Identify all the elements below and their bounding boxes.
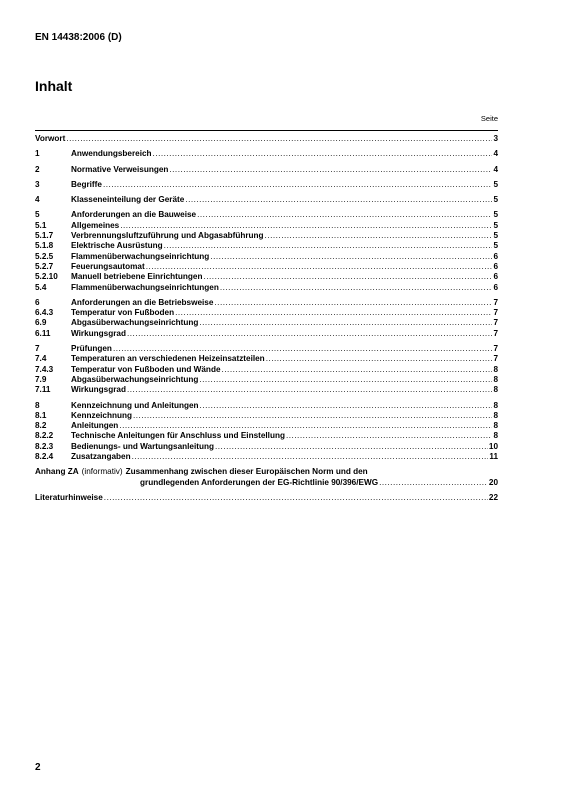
- toc-entry[interactable]: [35, 221, 498, 231]
- toc-entry-title: Abgasüberwachungseinrichtung: [71, 318, 199, 328]
- dot-leader: [113, 344, 493, 354]
- toc-entry-page: 5: [493, 179, 498, 189]
- dot-leader: [215, 442, 488, 452]
- annex-label: Anhang ZA: [35, 467, 79, 477]
- toc-entry-title: Flammenüberwachungseinrichtungen: [71, 282, 219, 292]
- toc-bibliography-entry[interactable]: [35, 493, 498, 503]
- toc-entry-number: 2: [35, 164, 40, 174]
- toc-entry-title: Anforderungen an die Bauweise: [71, 210, 197, 220]
- dot-leader: [153, 149, 493, 159]
- toc-entry-page: 6: [493, 251, 498, 261]
- divider: [35, 130, 498, 131]
- toc-entry-number: 5.1.7: [35, 231, 54, 241]
- toc-entry[interactable]: [35, 210, 498, 220]
- toc-entry-number: 5: [35, 210, 40, 220]
- toc-entry-title: Anwendungsbereich: [71, 149, 152, 159]
- toc-entry-number: 8.2.2: [35, 431, 54, 441]
- dot-leader: [104, 493, 488, 503]
- toc-entry-number: 5.4: [35, 282, 47, 292]
- dot-leader: [103, 180, 493, 190]
- toc-entry[interactable]: [35, 241, 498, 251]
- toc-entry-number: 3: [35, 179, 40, 189]
- dot-leader: [185, 195, 492, 205]
- toc-entry[interactable]: [35, 149, 498, 159]
- toc-entry[interactable]: [35, 442, 498, 452]
- toc-entry-number: 5.1: [35, 220, 47, 230]
- toc-entry-page: 7: [493, 354, 498, 364]
- toc-entry-title: Prüfungen: [71, 344, 112, 354]
- toc-entry[interactable]: [35, 262, 498, 272]
- toc-entry-page: 6: [493, 261, 498, 271]
- toc-section: [35, 298, 498, 339]
- toc-entry-title: Kennzeichnung: [71, 410, 132, 420]
- toc-entry[interactable]: [35, 365, 498, 375]
- toc-entry-number: 8.2.4: [35, 452, 54, 462]
- toc-entry-title: Bedienungs- und Wartungsanleitung: [71, 441, 214, 451]
- toc-entry-page: 5: [493, 220, 498, 230]
- toc-entry-page: 7: [493, 297, 498, 307]
- toc-entry-title: Anforderungen an die Betriebsweise: [71, 297, 214, 307]
- toc-entry-page: 7: [493, 318, 498, 328]
- toc-entry[interactable]: [35, 195, 498, 205]
- toc-entry-page: 8: [493, 421, 498, 431]
- toc-entry-page: 8: [493, 400, 498, 410]
- toc-entry-title: Zusatzangaben: [71, 452, 131, 462]
- toc-entry-page: 5: [493, 195, 498, 205]
- toc-entry-page: 8: [493, 431, 498, 441]
- toc-entry-page: 5: [493, 210, 498, 220]
- toc-entry-number: 7.4.3: [35, 364, 54, 374]
- annex-page: 20: [488, 477, 498, 487]
- dot-leader: [265, 231, 493, 241]
- toc-entry-page: 8: [493, 410, 498, 420]
- toc-entry[interactable]: [35, 411, 498, 421]
- dot-leader: [146, 262, 493, 272]
- toc-entry-title: Normative Verweisungen: [71, 164, 169, 174]
- toc-entry-page: 8: [493, 364, 498, 374]
- toc-entry-number: 6.4.3: [35, 308, 54, 318]
- toc-entry-number: 4: [35, 195, 40, 205]
- toc-entry[interactable]: [35, 385, 498, 395]
- toc-entry[interactable]: [35, 401, 498, 411]
- toc-entry-title: Temperatur von Fußboden und Wände: [71, 364, 221, 374]
- toc-entry-number: 1: [35, 149, 40, 159]
- toc-entry-title: Vorwort: [35, 134, 66, 143]
- toc-entry-number: 6.9: [35, 318, 47, 328]
- toc-entry-title: Flammenüberwachungseinrichtung: [71, 251, 210, 261]
- toc-section: [35, 180, 498, 190]
- dot-leader: [120, 221, 492, 231]
- toc-entry-title: Kennzeichnung und Anleitungen: [71, 400, 199, 410]
- toc-entry-title: Manuell betriebene Einrichtungen: [71, 272, 203, 282]
- toc-entry[interactable]: [35, 421, 498, 431]
- toc-entry-number: 5.2.10: [35, 272, 58, 282]
- dot-leader: [199, 318, 492, 328]
- dot-leader: [127, 385, 492, 395]
- toc-entry[interactable]: [35, 452, 498, 462]
- page-number: 2: [35, 762, 41, 773]
- dot-leader: [119, 421, 492, 431]
- toc-entry-page: 8: [493, 374, 498, 384]
- dot-leader: [203, 272, 492, 282]
- toc-entry[interactable]: [35, 298, 498, 308]
- dot-leader: [214, 298, 492, 308]
- toc-entry-page: 7: [493, 328, 498, 338]
- dot-leader: [199, 375, 492, 385]
- toc-entry-number: 7.4: [35, 354, 47, 364]
- toc-entry-title: Abgasüberwachungseinrichtung: [71, 374, 199, 384]
- toc-entry-number: 5.2.5: [35, 251, 54, 261]
- toc-section: [35, 344, 498, 395]
- toc-entry-number: 5.2.7: [35, 261, 54, 271]
- toc-entry-title: Wirkungsgrad: [71, 385, 126, 395]
- dot-leader: [175, 308, 492, 318]
- toc-entry-title: Verbrennungsluftzuführung und Abgasabführung: [71, 231, 264, 241]
- dot-leader: [266, 354, 493, 364]
- toc-entry[interactable]: [35, 344, 498, 354]
- toc-entry-page: 11: [489, 452, 498, 462]
- dot-leader: [66, 134, 492, 144]
- toc-entry-title: Technische Anleitungen für Anschluss und Einstellung: [71, 431, 285, 441]
- toc-entry[interactable]: [35, 283, 498, 293]
- toc-entry-page: 7: [493, 344, 498, 354]
- toc-section: [35, 134, 498, 144]
- toc-entry[interactable]: [35, 431, 498, 441]
- toc-entry[interactable]: [35, 252, 498, 262]
- toc-entry[interactable]: [35, 308, 498, 318]
- toc-entry[interactable]: [35, 134, 498, 144]
- dot-leader: [127, 329, 492, 339]
- toc-entry-title: Feuerungsautomat: [71, 261, 145, 271]
- toc-entry[interactable]: [35, 231, 498, 241]
- toc-entry[interactable]: [35, 354, 498, 364]
- toc-entry-page: 3: [493, 134, 498, 143]
- toc-entry-title: Anleitungen: [71, 421, 119, 431]
- toc-entry[interactable]: [35, 318, 498, 328]
- toc-entry-title: Elektrische Ausrüstung: [71, 241, 163, 251]
- dot-leader: [379, 478, 488, 489]
- toc-entry-page: 10: [488, 441, 498, 451]
- toc-entry-number: 6: [35, 297, 40, 307]
- toc-entry[interactable]: [35, 329, 498, 339]
- annex-title-line-2: grundlegenden Anforderungen der EG-Richtlinie 90/396/EWG: [140, 477, 379, 487]
- toc-entry-number: 6.11: [35, 328, 51, 338]
- bibliography-title: Literaturhinweise: [35, 493, 103, 503]
- toc-entry-page: 5: [493, 241, 498, 251]
- dot-leader: [169, 165, 492, 175]
- toc-entry-page: 4: [493, 149, 498, 159]
- toc-entry-number: 8.2: [35, 421, 47, 431]
- annex-title-line-1: Zusammenhang zwischen dieser Europäischen Norm und den: [125, 467, 368, 477]
- toc-section: [35, 165, 498, 175]
- toc-entry-title: Begriffe: [71, 179, 102, 189]
- toc-entry-page: 7: [493, 308, 498, 318]
- toc-entry-page: 4: [493, 164, 498, 174]
- dot-leader: [220, 283, 493, 293]
- toc-entry-number: 7.9: [35, 374, 47, 384]
- toc-entry-number: 7: [35, 344, 40, 354]
- toc-entry-title: Temperaturen an verschiedenen Heizeinsatzteilen: [71, 354, 265, 364]
- toc-annex-entry[interactable]: [35, 467, 498, 488]
- annex-qualifier: (informativ): [81, 467, 123, 477]
- page-title: Inhalt: [35, 78, 73, 94]
- dot-leader: [200, 401, 493, 411]
- toc-entry-title: Temperatur von Fußboden: [71, 308, 175, 318]
- dot-leader: [164, 241, 493, 251]
- toc-section: [35, 195, 498, 205]
- toc-section: [35, 401, 498, 463]
- dot-leader: [210, 252, 492, 262]
- toc-entry-number: 8.1: [35, 410, 47, 420]
- toc-entry-title: Wirkungsgrad: [71, 328, 126, 338]
- dot-leader: [133, 411, 492, 421]
- document-header: EN 14438:2006 (D): [35, 32, 122, 43]
- toc-entry-number: 7.11: [35, 385, 51, 395]
- toc-section: [35, 210, 498, 292]
- toc-entry[interactable]: [35, 165, 498, 175]
- toc-entry-number: 8.2.3: [35, 441, 54, 451]
- toc-section: [35, 149, 498, 159]
- toc-entry[interactable]: [35, 272, 498, 282]
- toc-entry-number: 5.1.8: [35, 241, 54, 251]
- dot-leader: [197, 210, 492, 220]
- toc-entry-title: Allgemeines: [71, 220, 120, 230]
- toc-entry-page: 8: [493, 385, 498, 395]
- toc-entry-title: Klasseneinteilung der Geräte: [71, 195, 185, 205]
- toc-entry-number: 8: [35, 400, 40, 410]
- dot-leader: [222, 365, 493, 375]
- toc-entry-page: 6: [493, 282, 498, 292]
- dot-leader: [132, 452, 489, 462]
- toc-entry-page: 6: [493, 272, 498, 282]
- table-of-contents: [35, 130, 498, 504]
- dot-leader: [286, 431, 492, 441]
- toc-entry-page: 5: [493, 231, 498, 241]
- toc-entry[interactable]: [35, 375, 498, 385]
- toc-entry[interactable]: [35, 180, 498, 190]
- bibliography-page: 22: [488, 493, 498, 503]
- page-column-label: Seite: [480, 114, 498, 123]
